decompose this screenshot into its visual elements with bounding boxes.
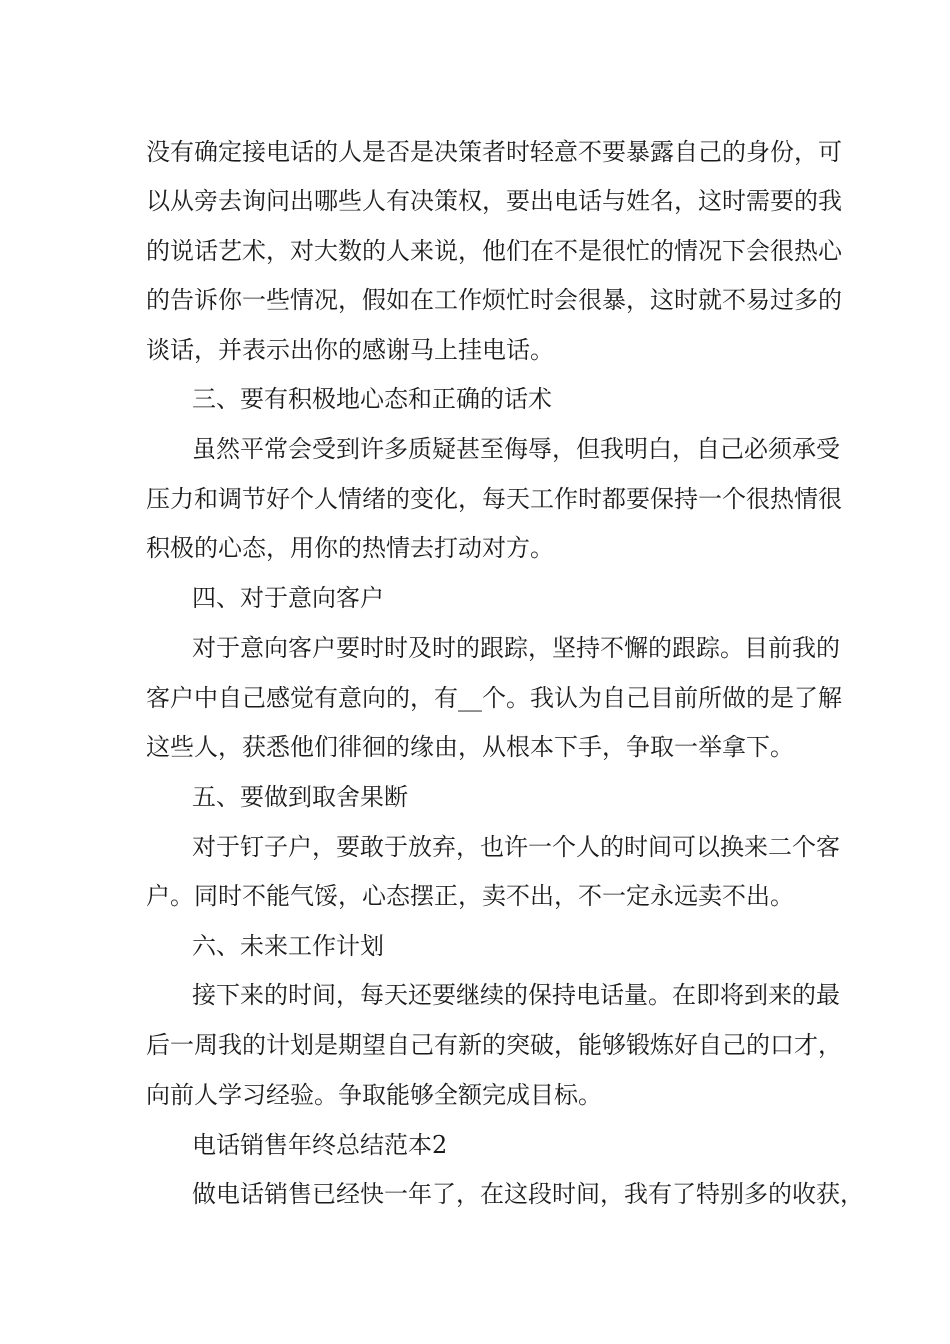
text-line: 接下来的时间，每天还要继续的保持电话量。在即将到来的最 xyxy=(192,981,840,1009)
text-line: 虽然平常会受到许多质疑甚至侮辱，但我明白，自己必须承受 xyxy=(192,435,840,463)
text-line: 这些人，获悉他们徘徊的缘由，从根本下手，争取一举拿下。 xyxy=(146,733,794,761)
text-line: 对于钉子户，要敢于放弃，也许一个人的时间可以换来二个客 xyxy=(192,833,840,861)
text-line: 对于意向客户要时时及时的跟踪，坚持不懈的跟踪。目前我的 xyxy=(192,634,840,662)
section-title: 电话销售年终总结范本2 xyxy=(192,1131,448,1159)
section-heading: 四、对于意向客户 xyxy=(192,584,384,612)
section-heading: 三、要有积极地心态和正确的话术 xyxy=(192,385,552,413)
section-heading: 六、未来工作计划 xyxy=(192,932,384,960)
text-line: 压力和调节好个人情绪的变化，每天工作时都要保持一个很热情很 xyxy=(146,485,842,513)
text-line: 做电话销售已经快一年了，在这段时间，我有了特别多的收获， xyxy=(192,1180,864,1208)
text-line: 谈话，并表示出你的感谢马上挂电话。 xyxy=(146,336,554,364)
text-line: 客户中自己感觉有意向的，有__个。我认为自己目前所做的是了解 xyxy=(146,684,842,712)
text-line: 的说话艺术，对大数的人来说，他们在不是很忙的情况下会很热心 xyxy=(146,237,842,265)
text-line: 的告诉你一些情况，假如在工作烦忙时会很暴，这时就不易过多的 xyxy=(146,286,842,314)
text-line: 向前人学习经验。争取能够全额完成目标。 xyxy=(146,1081,602,1109)
section-heading: 五、要做到取舍果断 xyxy=(192,783,408,811)
text-line: 没有确定接电话的人是否是决策者时轻意不要暴露自己的身份，可 xyxy=(146,138,842,166)
text-line: 以从旁去询问出哪些人有决策权，要出电话与姓名，这时需要的我 xyxy=(146,187,842,215)
text-line: 积极的心态，用你的热情去打动对方。 xyxy=(146,534,554,562)
text-line: 后一周我的计划是期望自己有新的突破，能够锻炼好自己的口才， xyxy=(146,1031,842,1059)
text-line: 户。同时不能气馁，心态摆正，卖不出，不一定永远卖不出。 xyxy=(146,882,794,910)
